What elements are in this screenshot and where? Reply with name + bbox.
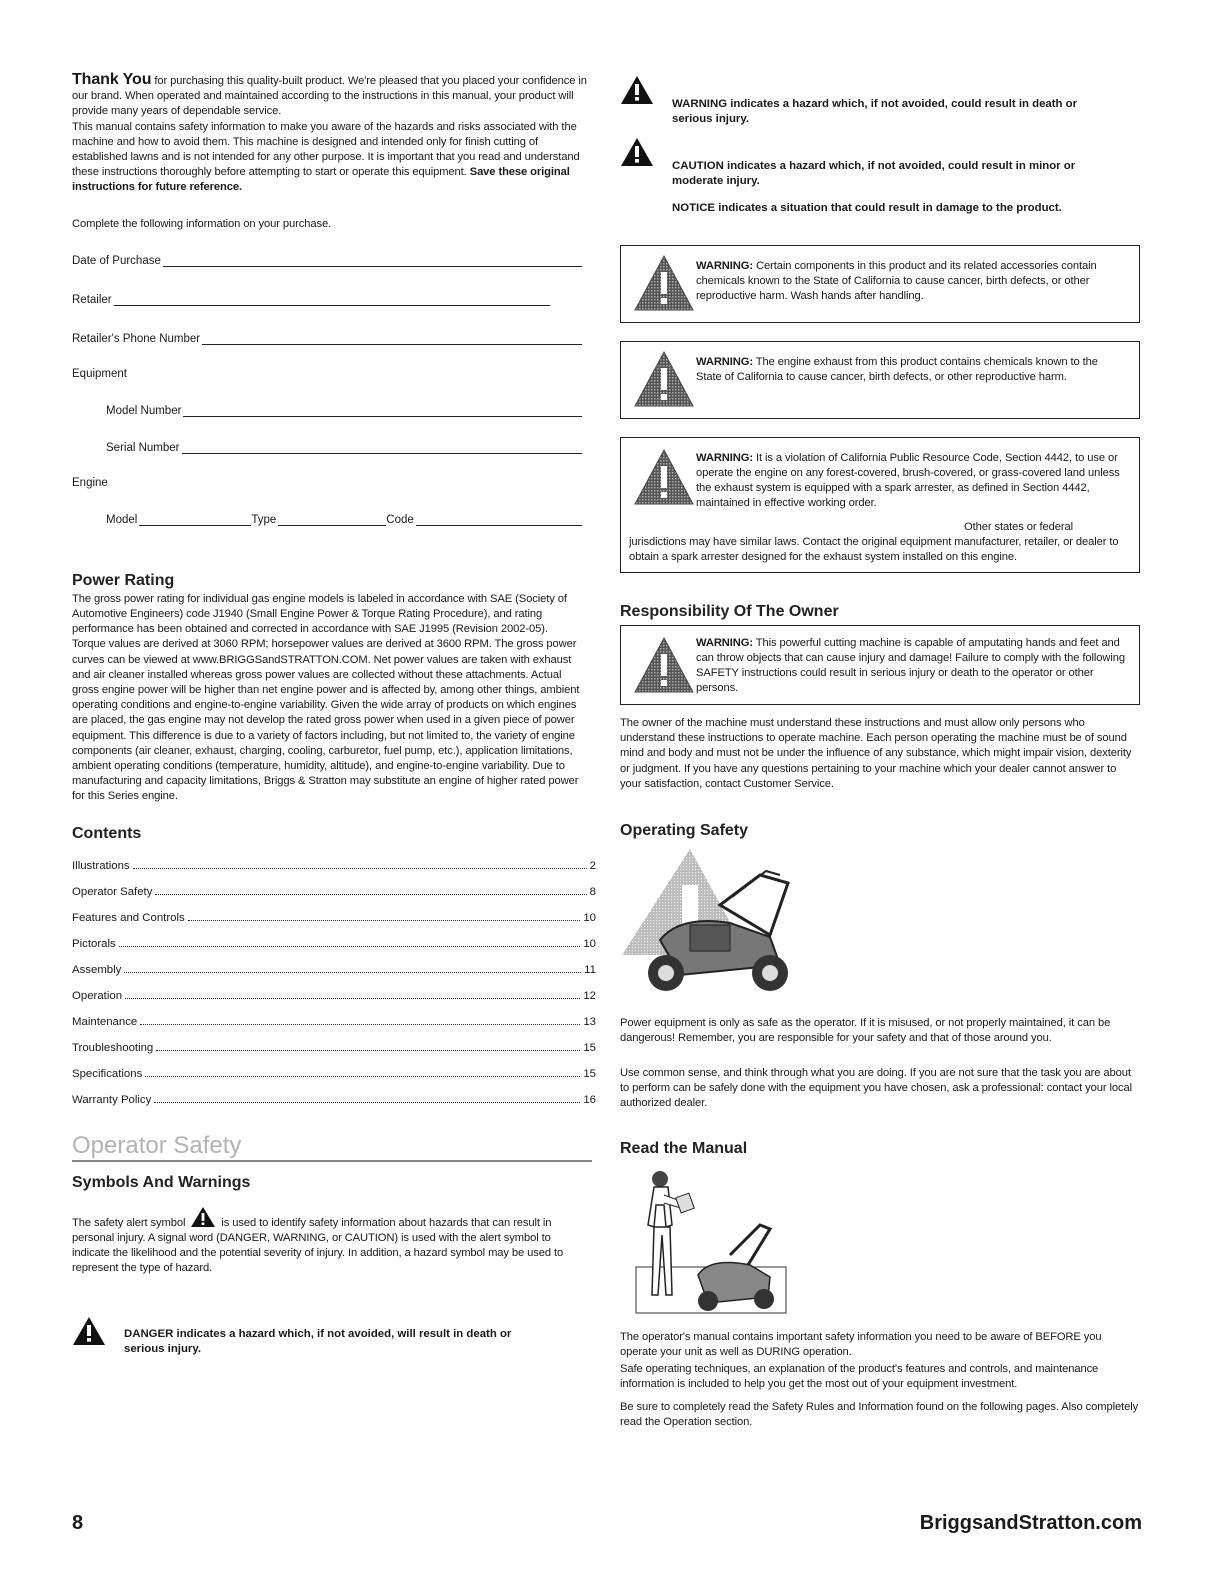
model-number-field[interactable] (106, 402, 582, 417)
warning-box-spark-arrester (620, 437, 1140, 573)
power-rating-heading: Power Rating (72, 571, 175, 589)
contents-leader-dots (119, 945, 581, 947)
warning-alert-icon (620, 75, 654, 105)
operating-safety-body-2: Use common sense, and think through what you are doing. If you are not sure that the task you are about to perform can be safely done with the equipment you have chosen, ask a professional: contact your local authorized dealer. (620, 1067, 1132, 1110)
caution-alert-icon (620, 137, 654, 167)
owner-responsibility-heading: Responsibility Of The Owner (620, 603, 839, 620)
symbols-body (72, 1206, 577, 1277)
contents-item[interactable] (72, 857, 596, 872)
retailer-phone-label: Retailer's Phone Number (72, 332, 201, 345)
danger-alert-icon (72, 1316, 106, 1346)
warning-body: This powerful cutting machine is capable of amputating hands and feet and can throw objects that can cause injury and damage! Failure to comply with the following SAFETY instructions could result in serious injury or death to the operator or other persons. (696, 637, 1125, 694)
thank-you-title: Thank You (72, 71, 152, 88)
retailer-phone-field[interactable] (72, 330, 582, 345)
contents-item-label: Operator Safety (72, 885, 153, 898)
operator-safety-title: Operator Safety (72, 1131, 242, 1159)
contents-leader-dots (155, 893, 586, 895)
contents-leader-dots (133, 867, 587, 869)
warning-body: It is a violation of California Public Resource Code, Section 4442, to use or operate the engine on any forest-covered, brush-covered, or grass-covered land unless the exhaust system is equipped with a spark arrester, as defined in Section 4442, maintained in effective working order. (696, 452, 1120, 509)
save-instructions-note: Save these original instructions for future reference. (72, 166, 570, 194)
contents-item-page: 10 (583, 937, 596, 950)
engine-code-input[interactable] (416, 514, 582, 526)
contents-item-page: 11 (584, 963, 596, 976)
model-number-label: Model Number (106, 404, 182, 417)
warning-box-spark-text-a (696, 451, 1126, 511)
contents-item-label: Assembly (72, 963, 122, 976)
contents-item[interactable] (72, 883, 596, 898)
contents-item-page: 2 (589, 859, 596, 872)
power-rating-body: The gross power rating for individual gas engine models is labeled in accordance with SAE (Society of Automotive Engineers) code J1940 (Small Engine Power & Torque Rating Procedure), and rating performance has been obtained and corrected in accordance with SAE J1995 (Revision 2002-05). Torque values are derived at 3060 RPM; horsepower values are derived at 3600 RPM. The gross power curves can be viewed at www.BRIGGSandSTRATTON.COM. Net power values are taken with exhaust and air cleaner installed whereas gross power values are collected without these attachments. Actual gross engine power will be higher than net engine power and is affected by, among other things, ambient operating conditions and engine-to-engine variability. Given the wide array of products on which engines are placed, the gas engine may not develop the rated gross power when used in a given piece of power equipment. This difference is due to a variety of factors including, but not limited to, the variety of engine components (air cleaner, exhaust, charging, cooling, carburetor, fuel pump, etc.), application limitations, ambient operating conditions (temperature, humidity, altitude), and engine-to-engine variability. Due to manufacturing and capacity limitations, Briggs & Stratton may substitute an engine of higher rated power for this Series engine. (72, 592, 580, 803)
mower-hazard-illustration (620, 845, 820, 995)
contents-item-label: Troubleshooting (72, 1041, 154, 1054)
contents-item[interactable] (72, 1065, 596, 1080)
contents-item[interactable] (72, 1013, 596, 1028)
read-manual-body-3: Be sure to completely read the Safety Rules and Information found on the following pages. Also completely read the Operation section. (620, 1401, 1139, 1429)
danger-text: DANGER indicates a hazard which, if not avoided, will result in death or serious injury. (124, 1328, 512, 1356)
warning-label: WARNING: (696, 356, 753, 368)
engine-fields-row (106, 511, 582, 526)
read-manual-body-1: The operator's manual contains important safety information you need to be aware of BEFORE you operate your unit as well as DURING operation. (620, 1331, 1102, 1359)
date-of-purchase-label: Date of Purchase (72, 254, 161, 267)
manual-info-text: This manual contains safety information to make you aware of the hazards and risks associated with the machine and how to avoid them. This machine is designed and intended only for finish cutting of established lawns and is not intended for any other purpose. It is important that you read and understand these instructions thoroughly before attempting to start or operate this equipment. (72, 120, 580, 179)
contents-leader-dots (156, 1049, 580, 1051)
symbols-text-post: is used to identify safety information about hazards that can result in personal injury. A signal word (DANGER, WARNING, or CAUTION) is used with the alert symbol to indicate the likelihood and the potential severity of injury. In addition, a hazard symbol may be used to represent the type of hazard. (72, 1216, 564, 1275)
manual-info-paragraph (72, 120, 588, 196)
warning-box-exhaust-text (696, 355, 1126, 385)
contents-heading: Contents (72, 824, 142, 842)
thank-you-paragraph (72, 72, 588, 120)
retailer-field[interactable] (72, 291, 550, 306)
safety-alert-symbol-icon (190, 1206, 216, 1228)
contents-item-page: 12 (583, 989, 596, 1002)
equipment-label: Equipment (72, 367, 127, 380)
notice-text: NOTICE indicates a situation that could result in damage to the product. (672, 202, 1062, 214)
caution-text: CAUTION indicates a hazard which, if not avoided, could result in minor or moderate injury. (672, 160, 1076, 187)
contents-item[interactable] (72, 987, 596, 1002)
contents-item-page: 15 (583, 1067, 596, 1080)
page-number: 8 (72, 1512, 84, 1534)
engine-type-input[interactable] (278, 514, 386, 526)
read-manual-body-2: Safe operating techniques, an explanation of the product's features and controls, and maintenance information is included to help you get the most out of your equipment investment. (620, 1363, 1099, 1391)
contents-item-page: 16 (583, 1093, 596, 1106)
warning-label: WARNING: (696, 452, 753, 464)
contents-item[interactable] (72, 909, 596, 924)
contents-item-label: Operation (72, 989, 123, 1002)
engine-label: Engine (72, 476, 108, 489)
warning-box-chemicals-text (696, 259, 1126, 304)
warning-triangle-icon (633, 254, 695, 312)
warning-box-chemicals (620, 245, 1140, 323)
warning-box-amputation-text (696, 636, 1131, 696)
contents-item[interactable] (72, 935, 596, 950)
contents-item[interactable] (72, 1091, 596, 1106)
contents-item[interactable] (72, 1039, 596, 1054)
contents-leader-dots (154, 1101, 580, 1103)
warning-body: The engine exhaust from this product contains chemicals known to the State of California to cause cancer, birth defects, or other reproductive harm. (696, 356, 1098, 383)
caution-definition (620, 137, 1142, 189)
contents-item-label: Features and Controls (72, 911, 185, 924)
contents-item-page: 15 (583, 1041, 596, 1054)
left-column (72, 71, 596, 1357)
warning-label: WARNING: (696, 260, 753, 272)
serial-number-label: Serial Number (106, 441, 180, 454)
operating-safety-heading: Operating Safety (620, 822, 749, 839)
contents-leader-dots (124, 971, 581, 973)
contents-list (72, 857, 596, 1106)
notice-definition (672, 201, 1142, 216)
contents-item-label: Pictorals (72, 937, 116, 950)
warning-box-exhaust (620, 341, 1140, 419)
contents-leader-dots (140, 1023, 580, 1025)
purchase-intro: Complete the following information on your purchase. (72, 217, 332, 230)
warning-text: WARNING indicates a hazard which, if not avoided, could result in death or serious injury. (672, 98, 1078, 125)
serial-number-field[interactable] (106, 439, 582, 454)
contents-item-page: 8 (589, 885, 596, 898)
contents-leader-dots (145, 1075, 580, 1077)
danger-definition (72, 1316, 588, 1357)
engine-model-label: Model (106, 513, 138, 526)
engine-type-label: Type (251, 513, 277, 526)
engine-code-label: Code (386, 513, 414, 526)
website-footer: BriggsandStratton.com (919, 1512, 1142, 1534)
operator-safety-header (72, 1132, 592, 1162)
warning-definition (620, 75, 1142, 127)
contents-item-label: Illustrations (72, 859, 130, 872)
date-of-purchase-field[interactable] (72, 252, 582, 267)
contents-item-page: 13 (583, 1015, 596, 1028)
contents-leader-dots (125, 997, 580, 999)
read-manual-heading: Read the Manual (620, 1140, 748, 1157)
warning-box-amputation (620, 625, 1140, 705)
contents-item-label: Maintenance (72, 1015, 138, 1028)
symbols-text-pre: The safety alert symbol (72, 1216, 186, 1229)
contents-leader-dots (188, 919, 581, 921)
warning-triangle-icon (633, 636, 695, 694)
warning-box-spark-text-b: Other states or federal jurisdictions may have similar laws. Contact the original equipment manufacturer, retailer, or dealer to obtain a spark arrester designed for the exhaust system installed on this engine. (629, 521, 1119, 563)
warning-label: WARNING: (696, 637, 753, 649)
engine-model-input[interactable] (139, 514, 251, 526)
contents-item-label: Warranty Policy (72, 1093, 152, 1106)
symbols-warnings-heading: Symbols And Warnings (72, 1173, 251, 1191)
retailer-label: Retailer (72, 293, 112, 306)
contents-item-page: 10 (583, 911, 596, 924)
owner-responsibility-body: The owner of the machine must understand these instructions and must allow only persons who understand these instructions to operate machine. Each person operating the machine must be of sound mind and body and must not be under the influence of any substance, which might impair vision, dexterity or judgment. If you have any questions pertaining to your machine which your dealer cannot answer to your satisfaction, contact Customer Service. (620, 717, 1132, 790)
warning-triangle-icon (633, 350, 695, 408)
operating-safety-body-1: Power equipment is only as safe as the operator. If it is misused, or not properly maintained, it can be dangerous! Remember, you are responsible for your safety and that of those around you. (620, 1017, 1111, 1045)
read-manual-illustration (620, 1165, 795, 1317)
warning-triangle-icon (633, 448, 695, 506)
warning-body: Certain components in this product and its related accessories contain chemicals known to the State of California to cause cancer, birth defects, or other reproductive harm. Wash hands after handling. (696, 260, 1097, 302)
contents-item[interactable] (72, 961, 596, 976)
right-column (620, 72, 1142, 216)
contents-item-label: Specifications (72, 1067, 143, 1080)
thank-you-text: for purchasing this quality-built product. We're pleased that you placed your confidence in our brand. When operated and maintained according to the instructions in this manual, your product will provide many years of dependable service. (72, 75, 587, 118)
